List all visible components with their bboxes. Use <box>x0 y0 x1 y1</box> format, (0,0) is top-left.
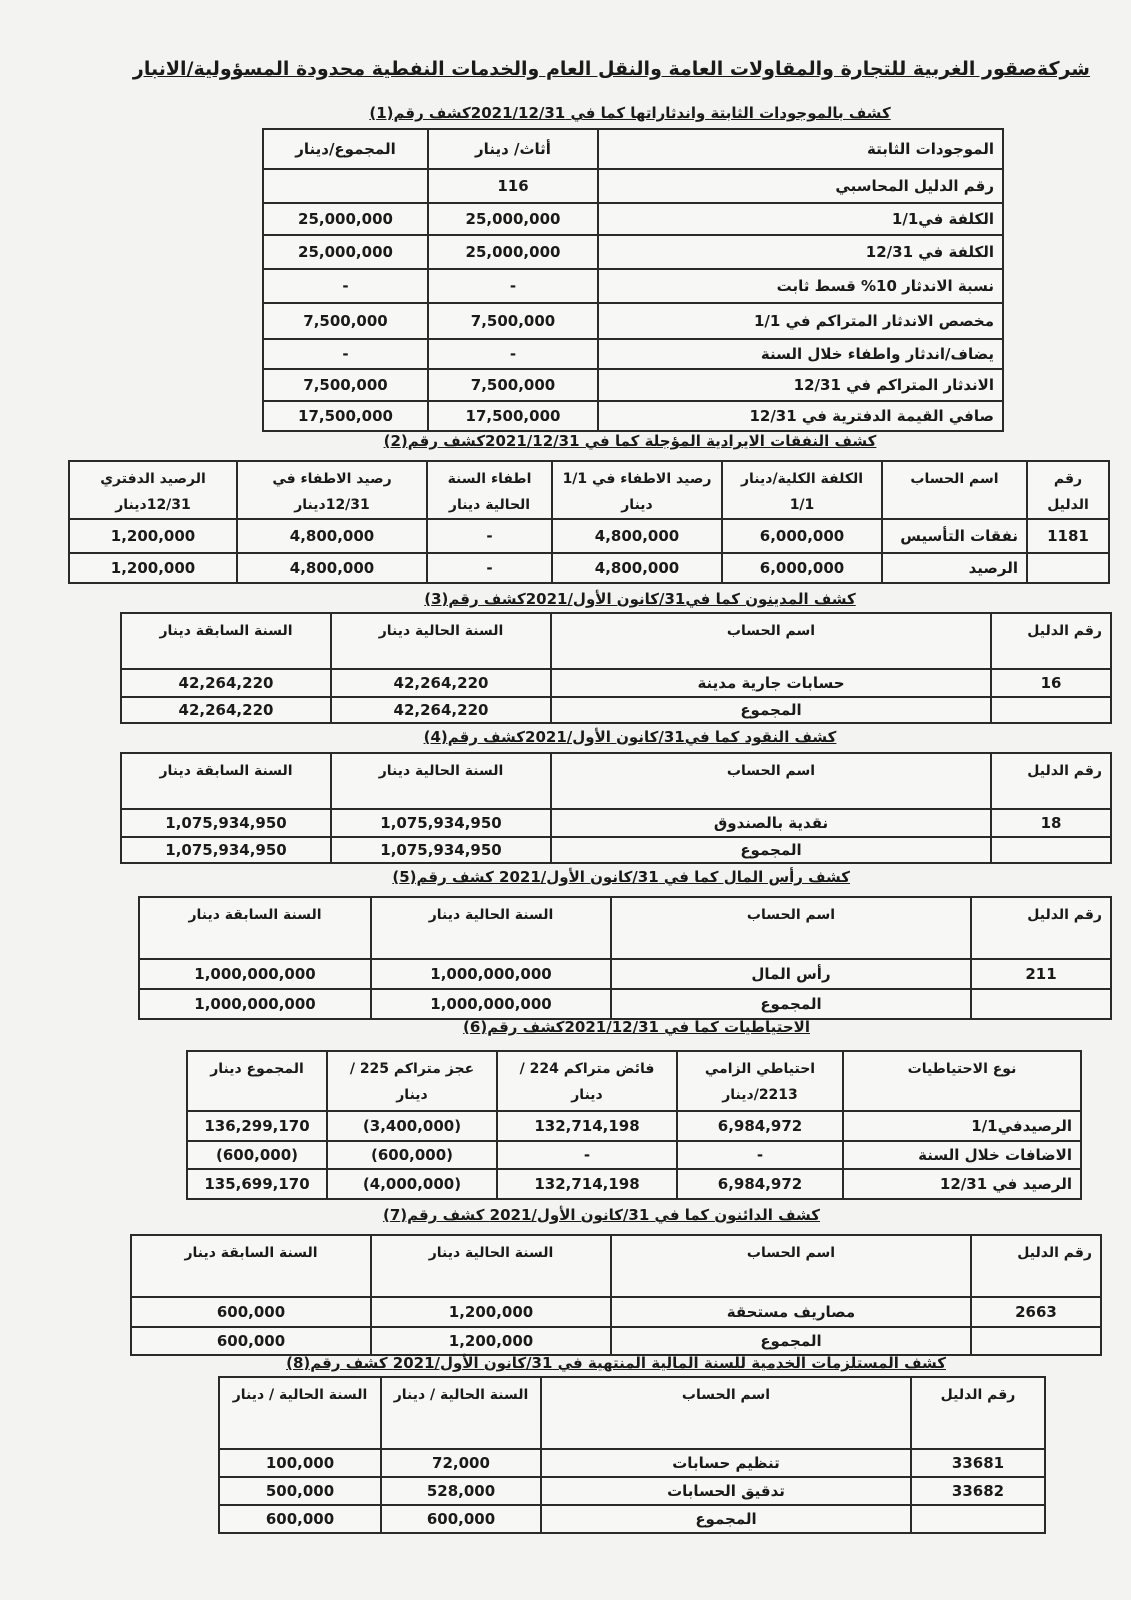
header-cell: الكلفة الكلية/دينار 1/1 <box>722 461 882 519</box>
row-label: رقم الدليل المحاسبي <box>598 169 1003 203</box>
statement-3-caption: كشف المدينون كما في31/كانون الأول/2021كشف رقم(3) <box>424 590 856 608</box>
row-label: تدقيق الحسابات <box>541 1477 911 1505</box>
header-cell: اسم الحساب <box>611 1235 971 1297</box>
statement-5-caption: كشف رأس المال كما في 31/كانون الأول/2021 كشف رقم(5) <box>392 868 850 886</box>
cell-value: (4,000,000) <box>327 1169 497 1199</box>
row-label: مخصص الاندثار المتراكم في 1/1 <box>598 303 1003 339</box>
table-row <box>187 1169 1081 1199</box>
table-row <box>263 203 1003 235</box>
table-row <box>139 959 1111 989</box>
statement-7-caption: كشف الدائنون كما في 31/كانون الأول/2021 كشف رقم(7) <box>382 1206 820 1224</box>
header-cell: رصيد الاطفاء في 1/1 دينار <box>552 461 722 519</box>
statement-8-caption: كشف المستلزمات الخدمية للسنة المالية المنتهية في 31/كانون الأول/2021 كشف رقم(8) <box>286 1354 946 1372</box>
cell-value: 136,299,170 <box>187 1111 327 1141</box>
cell-value: 116 <box>428 169 598 203</box>
cell-value: 132,714,198 <box>497 1169 677 1199</box>
header-cell: رقم الدليل <box>991 613 1111 669</box>
cell-value: 6,000,000 <box>722 553 882 583</box>
cell-value: (600,000) <box>187 1141 327 1169</box>
service-supplies-table <box>218 1376 1046 1534</box>
header-cell: احتياطي الزامي 2213/دينار <box>677 1051 843 1111</box>
header-cell: المجموع/دينار <box>263 129 428 169</box>
cell-value: 1,000,000,000 <box>139 989 371 1019</box>
cell-value: 42,264,220 <box>121 669 331 697</box>
cell-value: 600,000 <box>131 1327 371 1355</box>
fixed-assets-table <box>262 128 1004 432</box>
cell-value: - <box>427 519 552 553</box>
cell-value: 33681 <box>911 1449 1045 1477</box>
table-row <box>139 989 1111 1019</box>
row-label: المجموع <box>541 1505 911 1533</box>
cell-value: 25,000,000 <box>428 203 598 235</box>
cell-value: 1,000,000,000 <box>371 959 611 989</box>
cell-value: 1181 <box>1027 519 1109 553</box>
table-row <box>263 401 1003 431</box>
cell-value: 1,000,000,000 <box>139 959 371 989</box>
row-label: الاضافات خلال السنة <box>843 1141 1081 1169</box>
header-cell: السنة السابقة دينار <box>139 897 371 959</box>
cell-value: 4,800,000 <box>552 553 722 583</box>
table-row <box>69 553 1109 583</box>
statement-4-caption: كشف النقود كما في31/كانون الأول/2021كشف رقم(4) <box>423 728 837 746</box>
header-cell: السنة السابقة دينار <box>121 753 331 809</box>
table-row <box>121 669 1111 697</box>
cell-value: 1,075,934,950 <box>121 809 331 837</box>
table-row <box>69 519 1109 553</box>
cell-value: 1,075,934,950 <box>121 837 331 863</box>
cell-value: 25,000,000 <box>428 235 598 269</box>
cell-value: 211 <box>971 959 1111 989</box>
cell-value: 17,500,000 <box>428 401 598 431</box>
row-label: الكلفة في 12/31 <box>598 235 1003 269</box>
table-row <box>219 1477 1045 1505</box>
cell-value: 100,000 <box>219 1449 381 1477</box>
cell-value: 25,000,000 <box>263 203 428 235</box>
header-cell: السنة الحالية دينار <box>331 613 551 669</box>
cell-value: 1,000,000,000 <box>371 989 611 1019</box>
header-cell: المجموع دينار <box>187 1051 327 1111</box>
cell-value: 600,000 <box>219 1505 381 1533</box>
cell-value <box>911 1505 1045 1533</box>
cell-value: 600,000 <box>381 1505 541 1533</box>
cell-value: 500,000 <box>219 1477 381 1505</box>
cell-value <box>1027 553 1109 583</box>
table-row <box>187 1111 1081 1141</box>
cell-value: - <box>427 553 552 583</box>
header-cell: رقم الدليل <box>971 897 1111 959</box>
cell-value: 528,000 <box>381 1477 541 1505</box>
table-row <box>121 837 1111 863</box>
cell-value: 6,984,972 <box>677 1169 843 1199</box>
cell-value: - <box>677 1141 843 1169</box>
header-cell: اطفاء السنة الحالية دينار <box>427 461 552 519</box>
table-row <box>263 339 1003 369</box>
cell-value: (3,400,000) <box>327 1111 497 1141</box>
table-row <box>263 303 1003 339</box>
reserves-table <box>186 1050 1082 1200</box>
cell-value: 1,075,934,950 <box>331 809 551 837</box>
table-row <box>121 697 1111 723</box>
header-cell: رقم الدليل <box>971 1235 1101 1297</box>
cell-value <box>263 169 428 203</box>
row-label: الاندثار المتراكم في 12/31 <box>598 369 1003 401</box>
row-label: الرصيدفي1/1 <box>843 1111 1081 1141</box>
cell-value: (600,000) <box>327 1141 497 1169</box>
cell-value <box>971 1327 1101 1355</box>
cell-value: 132,714,198 <box>497 1111 677 1141</box>
cell-value: 33682 <box>911 1477 1045 1505</box>
cell-value: 1,200,000 <box>371 1327 611 1355</box>
header-cell: السنة الحالية دينار <box>371 1235 611 1297</box>
header-cell: السنة السابقة دينار <box>131 1235 371 1297</box>
header-cell: الرصيد الدفتري 12/31دينار <box>69 461 237 519</box>
cell-value: 6,984,972 <box>677 1111 843 1141</box>
cell-value: - <box>497 1141 677 1169</box>
table-row <box>121 809 1111 837</box>
table-row <box>263 269 1003 303</box>
cell-value: 1,200,000 <box>69 519 237 553</box>
header-cell: اسم الحساب <box>611 897 971 959</box>
table-row <box>219 1505 1045 1533</box>
header-cell: السنة الحالية دينار <box>331 753 551 809</box>
row-label: الرصيد في 12/31 <box>843 1169 1081 1199</box>
cell-value: - <box>263 269 428 303</box>
header-cell: نوع الاحتياطيات <box>843 1051 1081 1111</box>
header-cell: عجز متراكم 225 / دينار <box>327 1051 497 1111</box>
header-cell: اسم الحساب <box>541 1377 911 1449</box>
row-label: المجموع <box>551 837 991 863</box>
header-cell: رقم الدليل <box>911 1377 1045 1449</box>
cell-value: 1,200,000 <box>371 1297 611 1327</box>
cell-value <box>991 837 1111 863</box>
table-row <box>131 1297 1101 1327</box>
header-cell: السنة الحالية / دينار <box>381 1377 541 1449</box>
cell-value: 7,500,000 <box>263 303 428 339</box>
table-row <box>263 369 1003 401</box>
cell-value: 6,000,000 <box>722 519 882 553</box>
row-label: نفقات التأسيس <box>882 519 1027 553</box>
cell-value: 16 <box>991 669 1111 697</box>
cell-value: - <box>263 339 428 369</box>
row-label: الرصيد <box>882 553 1027 583</box>
table-row <box>187 1141 1081 1169</box>
cell-value: - <box>428 339 598 369</box>
header-cell: اسم الحساب <box>882 461 1027 519</box>
header-cell: أثاث/ دينار <box>428 129 598 169</box>
capital-table <box>138 896 1112 1020</box>
row-label: المجموع <box>611 989 971 1019</box>
cell-value: 42,264,220 <box>121 697 331 723</box>
row-label: نسبة الاندثار 10% قسط ثابت <box>598 269 1003 303</box>
cell-value: 7,500,000 <box>263 369 428 401</box>
header-cell: اسم الحساب <box>551 613 991 669</box>
header-cell: رقم الدليل <box>991 753 1111 809</box>
row-label: حسابات جارية مدينة <box>551 669 991 697</box>
cell-value: 600,000 <box>131 1297 371 1327</box>
cell-value: 18 <box>991 809 1111 837</box>
row-label: يضاف/اندثار واطفاء خلال السنة <box>598 339 1003 369</box>
statement-1-caption: كشف بالموجودات الثابتة واندثاراتها كما في 2021/12/31كشف رقم(1) <box>369 104 891 122</box>
debtors-table <box>120 612 1112 724</box>
cell-value: 1,200,000 <box>69 553 237 583</box>
cell-value: 4,800,000 <box>237 519 427 553</box>
row-label: رأس المال <box>611 959 971 989</box>
row-label: نقدية بالصندوق <box>551 809 991 837</box>
cell-value: 4,800,000 <box>237 553 427 583</box>
cell-value: 2663 <box>971 1297 1101 1327</box>
header-cell: رقم الدليل <box>1027 461 1109 519</box>
header-cell: الموجودات الثابتة <box>598 129 1003 169</box>
cell-value: 42,264,220 <box>331 669 551 697</box>
row-label: المجموع <box>611 1327 971 1355</box>
deferred-expenses-table <box>68 460 1110 584</box>
table-row <box>263 235 1003 269</box>
cell-value: 72,000 <box>381 1449 541 1477</box>
cell-value: 7,500,000 <box>428 303 598 339</box>
header-cell: اسم الحساب <box>551 753 991 809</box>
company-title: شركةصقور الغربية للتجارة والمقاولات العامة والنقل العام والخدمات النفطية محدودة المسؤولية/الانبار <box>132 58 1090 80</box>
statement-6-caption: الاحتياطيات كما في 2021/12/31كشف رقم(6) <box>463 1018 810 1036</box>
header-cell: السنة الحالية / دينار <box>219 1377 381 1449</box>
table-row <box>263 169 1003 203</box>
row-label: الكلفة في1/1 <box>598 203 1003 235</box>
header-cell: السنة السابقة دينار <box>121 613 331 669</box>
header-cell: فائض متراكم 224 / دينار <box>497 1051 677 1111</box>
cell-value: 135,699,170 <box>187 1169 327 1199</box>
row-label: صافي القيمة الدفترية في 12/31 <box>598 401 1003 431</box>
cell-value: - <box>428 269 598 303</box>
statement-2-caption: كشف النفقات الايرادية المؤجلة كما في 2021/12/31كشف رقم(2) <box>383 432 877 450</box>
table-row <box>219 1449 1045 1477</box>
cell-value <box>991 697 1111 723</box>
table-row <box>131 1327 1101 1355</box>
creditors-table <box>130 1234 1102 1356</box>
cell-value: 1,075,934,950 <box>331 837 551 863</box>
cell-value: 17,500,000 <box>263 401 428 431</box>
cell-value: 7,500,000 <box>428 369 598 401</box>
header-cell: رصيد الاطفاء في 12/31دينار <box>237 461 427 519</box>
cell-value: 4,800,000 <box>552 519 722 553</box>
cash-table <box>120 752 1112 864</box>
row-label: مصاريف مستحقة <box>611 1297 971 1327</box>
cell-value: 25,000,000 <box>263 235 428 269</box>
row-label: تنظيم حسابات <box>541 1449 911 1477</box>
cell-value: 42,264,220 <box>331 697 551 723</box>
row-label: المجموع <box>551 697 991 723</box>
cell-value <box>971 989 1111 1019</box>
header-cell: السنة الحالية دينار <box>371 897 611 959</box>
